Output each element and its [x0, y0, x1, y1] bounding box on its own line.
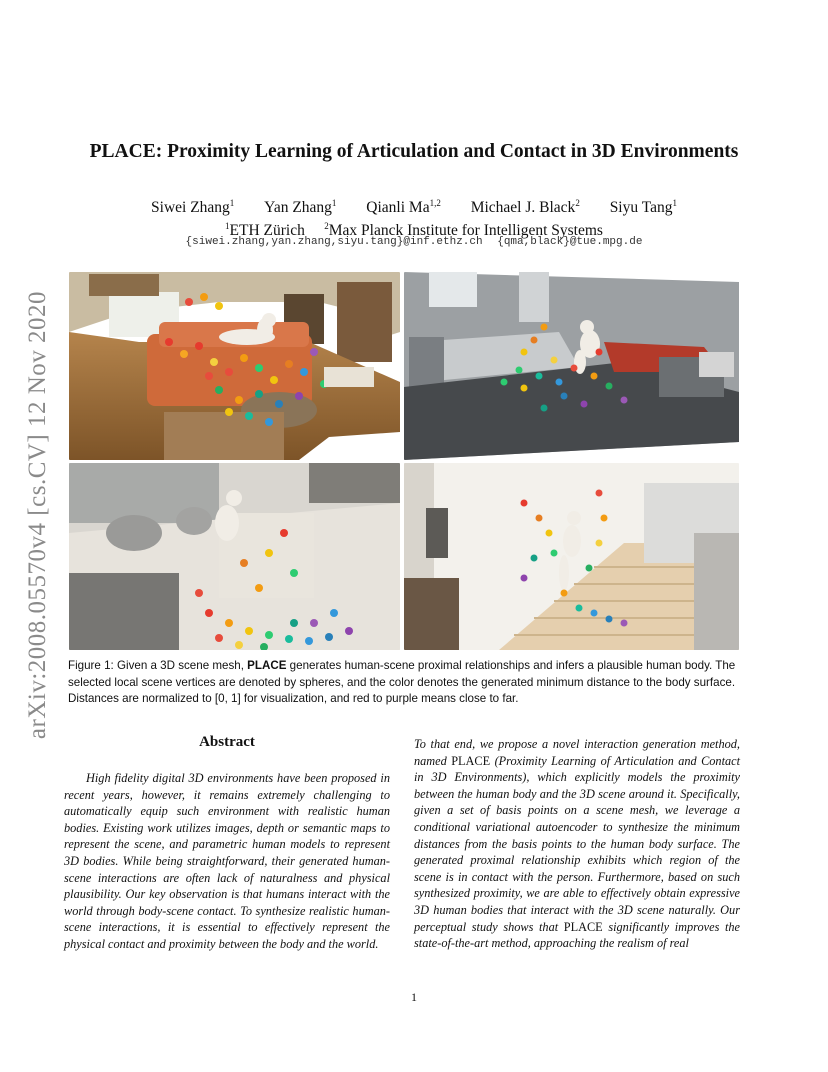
author-name: Siyu Tang	[609, 199, 673, 217]
author-list	[60, 194, 768, 217]
author	[151, 199, 234, 216]
figure-panel-office	[404, 272, 739, 460]
arxiv-identifier-stamp: arXiv:2008.05570v4 [cs.CV] 12 Nov 2020	[24, 290, 51, 740]
abstract-left-column: High fidelity digital 3D environments have been proposed in recent years, however, it remains extremely challenging to automatically equip such environment with realistic human bodies. Existing work utilizes images, depth or semantic maps to represent the scene, and parametric human models to represent 3D bodies. While being straightforward, their generated human-scene interactions are often lack of naturalness and physical plausibility. Our key observation is that humans interact with the world through body-scene contact. To synthesize realistic human-scene interactions, it is essential to effectively represent the physical contact and proximity between the body and the world.	[64, 771, 390, 951]
method-name: PLACE	[563, 919, 603, 934]
author	[471, 199, 580, 216]
lounge-scene-render	[69, 463, 400, 650]
figure-panel-living-room	[69, 272, 400, 460]
author-name: Qianli Ma	[366, 199, 430, 217]
affiliation-number: 2	[324, 221, 329, 232]
figure-panel-lounge	[69, 463, 400, 650]
teaser-figure	[69, 272, 739, 650]
abstract-text: significantly improves the state-of-the-art method, approaching the realism of real	[414, 919, 740, 951]
abstract-text: (Proximity Learning of Articulation and Contact in 3D Environments), which explicitly models the proximity between the human body and the 3D scene around it. Specifically, given a set of basis points on a scene mesh, we leverage a conditional variational autoencoder to synthesize the minimum distances from the basis points to the human body surface. The generated proximal relationship exhibits which region of the scene is in contact with the person. Furthermore, based on such synthesized proximity, we are able to effectively obtain expressive 3D human bodies that interact with the 3D scene naturally. Our perceptual study shows that	[414, 753, 741, 934]
abstract-heading: Abstract	[199, 734, 255, 750]
paper-title: PLACE: Proximity Learning of Articulation and Contact in 3D Environments	[89, 141, 739, 162]
living-room-scene-render	[69, 272, 400, 460]
caption-label: Figure 1:	[68, 659, 114, 672]
caption-method-name: PLACE	[247, 659, 287, 672]
page-number: 1	[411, 990, 417, 1004]
affiliation-number: 1	[225, 221, 230, 232]
method-name: PLACE	[451, 753, 491, 768]
figure-caption	[68, 658, 760, 708]
email-address[interactable]: {qma,black}@tue.mpg.de	[497, 236, 643, 248]
author-affiliation-mark: 1	[229, 198, 235, 208]
author	[366, 199, 441, 216]
author-affiliation-mark: 2	[575, 198, 580, 208]
email-line	[60, 236, 768, 248]
abstract-right-column	[414, 736, 740, 952]
caption-text: generates human-scene proximal relationships and infers a plausible human body. The selected local scene vertices are denoted by spheres, and the color denotes the generated minimum distance to the body surface. Distances are normalized to [0, 1] for visualization, and red to purple means close to far.	[68, 659, 736, 706]
author-name: Yan Zhang	[264, 199, 332, 217]
author-name: Siwei Zhang	[151, 199, 230, 217]
affiliation-name: ETH Zürich	[229, 222, 305, 240]
caption-text: Given a 3D scene mesh,	[113, 659, 248, 672]
staircase-scene-render	[404, 463, 739, 650]
author-affiliation-mark: 1	[672, 198, 677, 208]
abstract-text: To that end, we propose a novel interaction generation method, named	[414, 737, 740, 768]
author	[264, 199, 336, 216]
author	[610, 199, 677, 216]
author-name: Michael J. Black	[470, 199, 576, 217]
author-affiliation-mark: 1	[331, 198, 337, 208]
email-address[interactable]: {siwei.zhang,yan.zhang,siyu.tang}@inf.ethz.ch	[185, 236, 483, 248]
affiliation-name: Max Planck Institute for Intelligent Systems	[328, 222, 603, 240]
figure-panel-staircase	[404, 463, 739, 650]
author-affiliation-mark: 1,2	[429, 198, 441, 208]
office-scene-render	[404, 272, 739, 460]
author-block	[60, 194, 768, 240]
